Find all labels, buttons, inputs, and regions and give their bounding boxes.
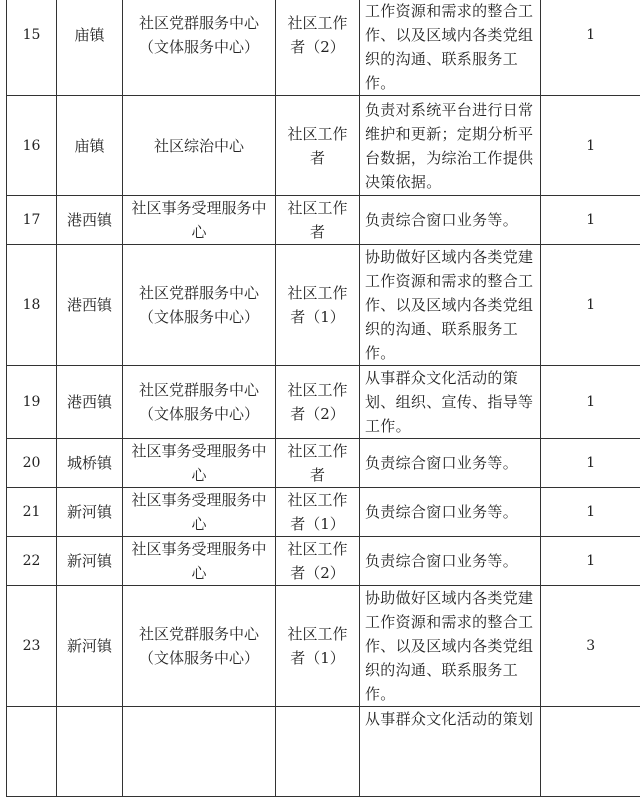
duty-cell: 负责对系统平台进行日常维护和更新；定期分析平台数据，为综治工作提供决策依据。 [360,96,541,196]
headcount-cell [541,707,640,797]
position-cell [276,707,360,797]
row-number: 23 [7,586,57,707]
town-cell [57,707,123,797]
position-cell: 社区工作者（1） [276,488,360,537]
position-cell: 社区工作者（2） [276,0,360,96]
organization-cell: 社区事务受理服务中心 [123,439,276,488]
town-cell: 庙镇 [57,0,123,96]
organization-cell: 社区党群服务中心（文体服务中心） [123,0,276,96]
duty-cell: 负责综合窗口业务等。 [360,439,541,488]
headcount-cell: 1 [541,0,640,96]
table-row [7,537,640,586]
headcount-cell: 1 [541,439,640,488]
table-row [7,439,640,488]
town-cell: 新河镇 [57,488,123,537]
duty-cell: 负责综合窗口业务等。 [360,196,541,245]
table-row [7,488,640,537]
table-row [7,96,640,196]
town-cell: 港西镇 [57,366,123,439]
headcount-cell: 1 [541,196,640,245]
headcount-cell: 3 [541,586,640,707]
organization-cell: 社区党群服务中心（文体服务中心） [123,245,276,366]
row-number: 20 [7,439,57,488]
row-number: 16 [7,96,57,196]
town-cell: 新河镇 [57,586,123,707]
row-number [7,707,57,797]
organization-cell: 社区事务受理服务中心 [123,488,276,537]
duty-cell: 从事群众文化活动的策划 [360,707,541,797]
position-cell: 社区工作者 [276,196,360,245]
organization-cell: 社区党群服务中心（文体服务中心） [123,586,276,707]
town-cell: 庙镇 [57,96,123,196]
town-cell: 港西镇 [57,196,123,245]
organization-cell: 社区事务受理服务中心 [123,196,276,245]
position-cell: 社区工作者（2） [276,366,360,439]
table-row [7,366,640,439]
duty-cell: 协助做好区域内各类党建工作资源和需求的整合工作、以及区域内各类党组织的沟通、联系服务工作。 [360,586,541,707]
table-row [7,196,640,245]
row-number: 15 [7,0,57,96]
position-cell: 社区工作者 [276,96,360,196]
row-number: 18 [7,245,57,366]
row-number: 19 [7,366,57,439]
duty-cell: 协助做好区域内各类党建工作资源和需求的整合工作、以及区域内各类党组织的沟通、联系服务工作。 [360,245,541,366]
table-row [7,245,640,366]
headcount-cell: 1 [541,96,640,196]
town-cell: 城桥镇 [57,439,123,488]
town-cell: 港西镇 [57,245,123,366]
table-row [7,586,640,707]
town-cell: 新河镇 [57,537,123,586]
row-number: 22 [7,537,57,586]
recruitment-table [6,0,640,797]
organization-cell: 社区党群服务中心（文体服务中心） [123,366,276,439]
table-row [7,0,640,96]
organization-cell: 社区综治中心 [123,96,276,196]
duty-cell: 工作资源和需求的整合工作、以及区域内各类党组织的沟通、联系服务工作。 [360,0,541,96]
position-cell: 社区工作者（1） [276,245,360,366]
headcount-cell: 1 [541,537,640,586]
duty-cell: 负责综合窗口业务等。 [360,488,541,537]
duty-cell: 负责综合窗口业务等。 [360,537,541,586]
headcount-cell: 1 [541,488,640,537]
organization-cell: 社区事务受理服务中心 [123,537,276,586]
position-cell: 社区工作者 [276,439,360,488]
table-row [7,707,640,797]
row-number: 21 [7,488,57,537]
position-cell: 社区工作者（2） [276,537,360,586]
headcount-cell: 1 [541,245,640,366]
organization-cell [123,707,276,797]
duty-cell: 从事群众文化活动的策划、组织、宣传、指导等工作。 [360,366,541,439]
headcount-cell: 1 [541,366,640,439]
position-cell: 社区工作者（1） [276,586,360,707]
row-number: 17 [7,196,57,245]
